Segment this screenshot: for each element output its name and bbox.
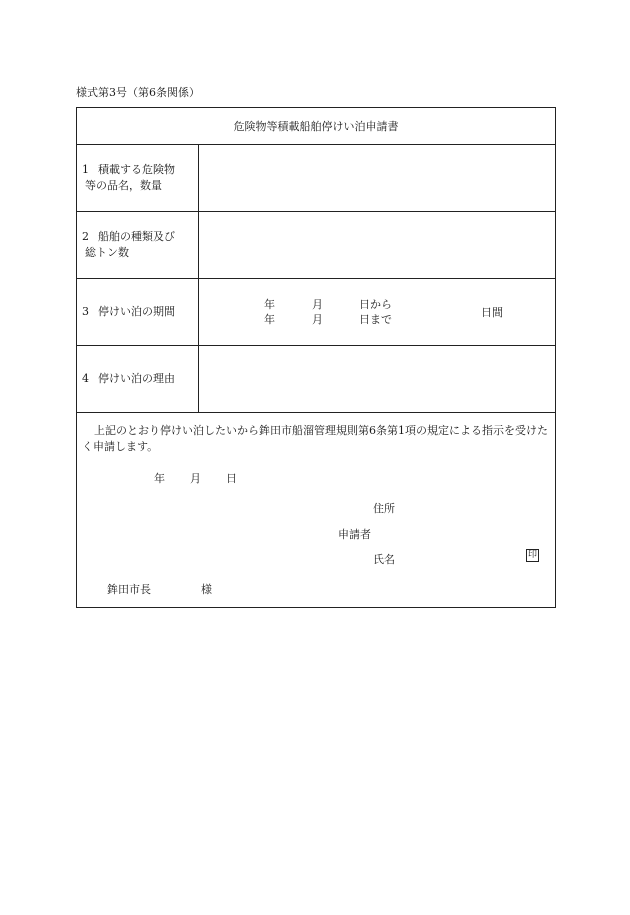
from-day-label: 日から	[359, 298, 392, 311]
row-number: 2	[82, 230, 89, 243]
row-ship-type	[77, 212, 555, 279]
row-number: 1	[82, 163, 89, 176]
date-year-label: 年	[154, 472, 165, 485]
row-label-line2: 総トン数	[85, 246, 129, 259]
ship-type-field[interactable]	[199, 212, 555, 278]
from-year-label: 年	[264, 298, 275, 311]
to-day-label: 日まで	[359, 313, 392, 326]
days-label: 日間	[481, 306, 503, 319]
row-number: 3	[82, 305, 89, 318]
row-label-line1: 積載する危険物	[98, 163, 175, 176]
seal-icon: 印	[527, 550, 537, 560]
row-mooring-reason	[77, 346, 555, 413]
applicant-label: 申請者	[338, 528, 371, 541]
hazardous-goods-field[interactable]	[199, 145, 555, 211]
row-label	[77, 145, 199, 211]
application-form	[76, 107, 556, 608]
row-number: 4	[82, 372, 89, 385]
mooring-reason-field[interactable]	[199, 346, 555, 412]
address-label: 住所	[373, 502, 395, 515]
row-label-line1: 停けい泊の理由	[98, 372, 175, 385]
honorific-label: 様	[201, 583, 212, 596]
row-hazardous-goods	[77, 145, 555, 212]
addressee-label: 鉾田市長	[107, 583, 151, 596]
row-mooring-period	[77, 279, 555, 346]
row-label	[77, 279, 199, 345]
row-label	[77, 346, 199, 412]
row-label-line1: 船舶の種類及び	[98, 230, 175, 243]
mooring-period-field[interactable]	[199, 279, 555, 345]
form-number: 様式第3号（第6条関係）	[76, 86, 200, 99]
row-label	[77, 212, 199, 278]
row-label-line1: 停けい泊の期間	[98, 305, 175, 318]
declaration-section	[77, 413, 555, 610]
date-day-label: 日	[226, 472, 237, 485]
to-year-label: 年	[264, 313, 275, 326]
to-month-label: 月	[312, 313, 323, 326]
name-label: 氏名	[373, 553, 395, 566]
declaration-text: 上記のとおり停けい泊したいから鉾田市船溜管理規則第6条第1項の規定による指示を受けたく申請します。	[82, 424, 548, 453]
date-month-label: 月	[190, 472, 201, 485]
row-label-line2: 等の品名，数量	[85, 179, 162, 192]
from-month-label: 月	[312, 298, 323, 311]
form-title: 危険物等積載船舶停けい泊申請書	[77, 108, 555, 145]
